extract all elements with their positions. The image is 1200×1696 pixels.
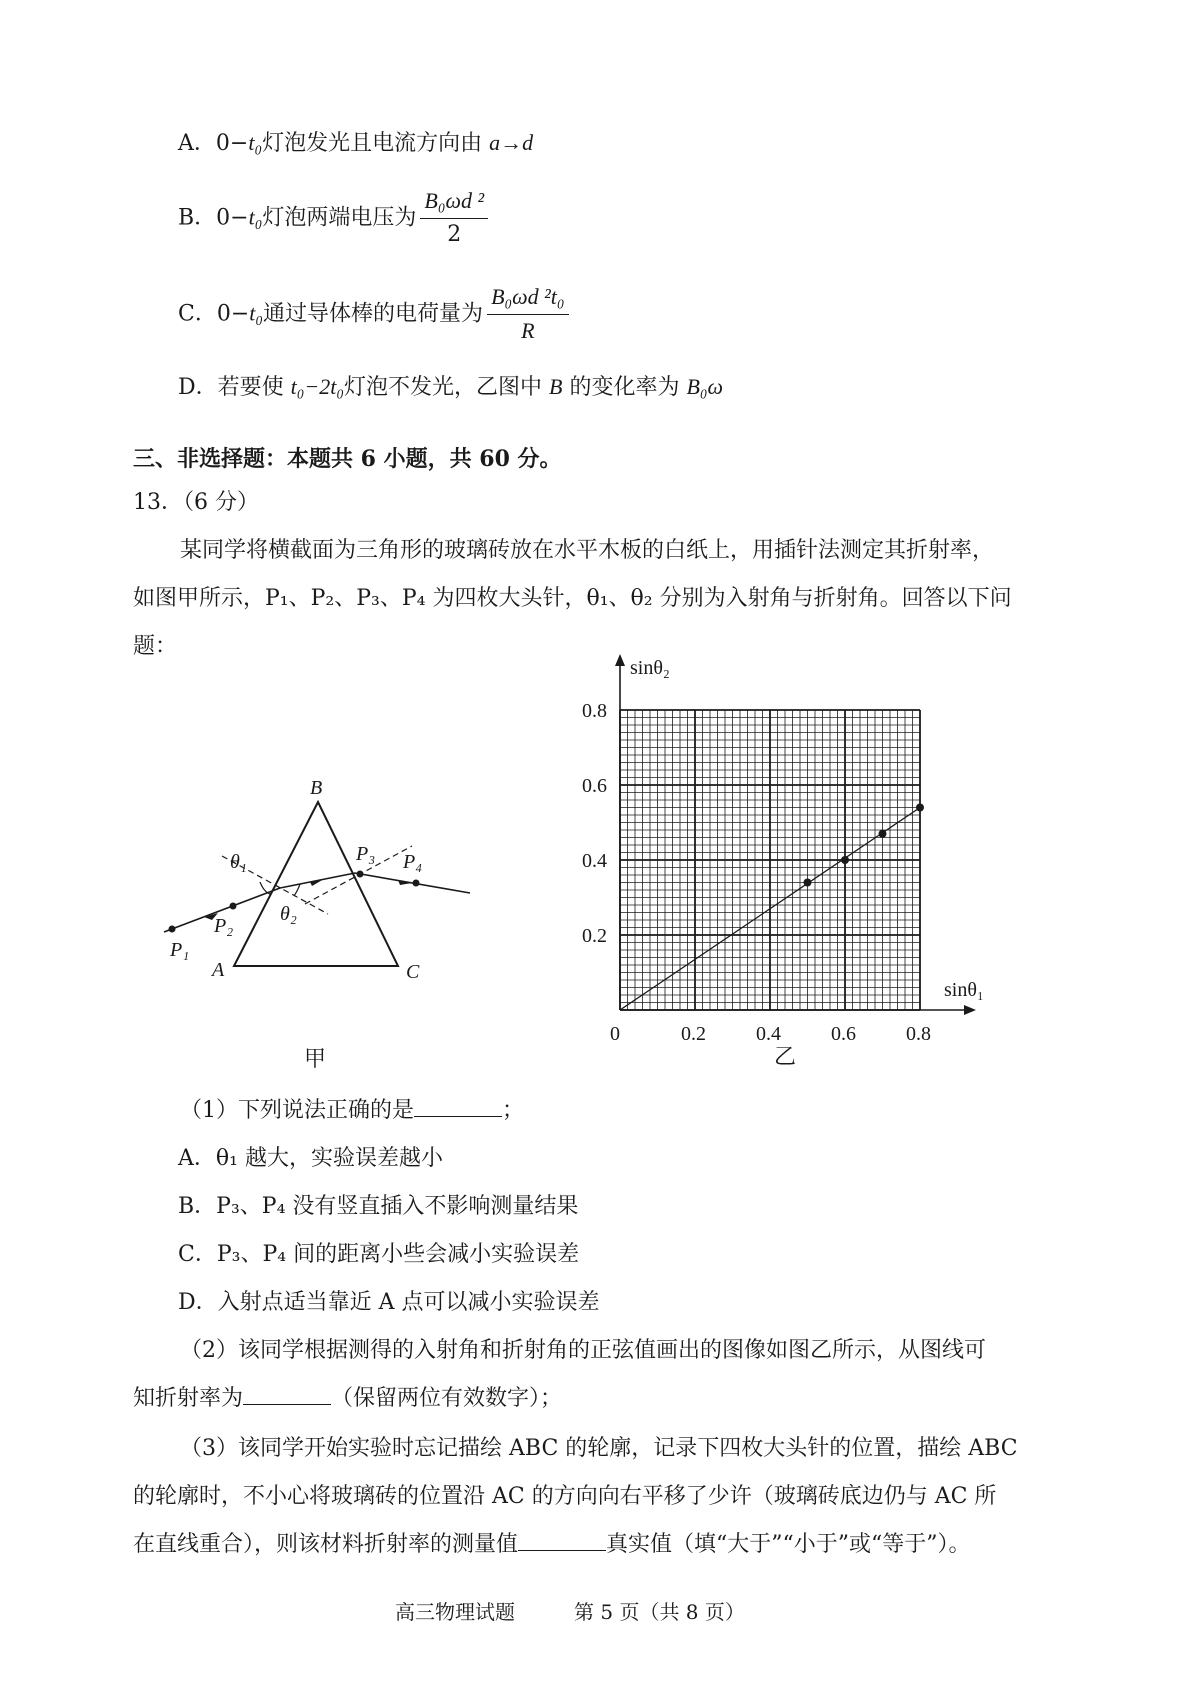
chart [560,657,1000,1045]
pin-p3-label: P₃ [356,843,376,865]
figure-yi-caption: 乙 [774,1045,797,1070]
question-stem: 某同学将横截面为三角形的玻璃砖放在水平木板的白纸上，用插针法测定其折射率， [180,538,995,563]
footer-page: 第 5 页（共 8 页） [574,1600,745,1624]
y-tick-label: 0.6 [582,775,607,797]
option-c: C．0−t₀通过导体棒的电荷量为 $\frac{\text{B₀ωd ²t₀}}{R}$ [178,282,569,347]
fraction: $\frac{\text{B₀ωd ²}}{2}$ [420,186,488,251]
footer-subject: 高三物理试题 [395,1600,515,1624]
pin-p4-label: P₄ [403,851,423,873]
question-number: 13．（6 分） [133,490,259,515]
y-tick-label: 0.2 [582,925,607,947]
data-point [804,879,812,887]
prism-triangle [234,802,398,966]
x-tick-label: 0.6 [831,1023,856,1045]
part-3: （3）该同学开始实验时忘记描绘 ABC 的轮廓，记录下四枚大头针的位置，描绘 ABC [180,1436,1018,1461]
data-point [916,804,924,812]
pin-p2 [230,903,237,910]
part1-option-c: C．P₃、P₄ 间的距离小些会减小实验误差 [178,1242,580,1267]
answer-blank [518,1530,606,1551]
pin-p4 [413,880,420,887]
chart-grid [620,710,920,1010]
part1-option-d: D．入射点适当靠近 A 点可以减小实验误差 [178,1290,600,1315]
vertex-a-label: A [212,959,225,981]
x-tick-label: 0 [610,1023,620,1045]
pin-p1 [169,926,176,933]
x-axis-label: sinθ₁ [944,979,984,1001]
x-axis-arrow [964,1005,976,1015]
option-a: A．0−t₀灯泡发光且电流方向由 a→d [178,130,534,156]
pin-p1-label: P₁ [170,939,190,961]
part1-option-b: B．P₃、P₄ 没有竖直插入不影响测量结果 [178,1194,579,1219]
y-tick-label: 0.4 [582,850,607,872]
figure-jia-caption: 甲 [304,1047,327,1072]
part-2-cont: 知折射率为 （保留两位有效数字）； [133,1386,563,1411]
part1-option-a: A．θ₁ 越大，实验误差越小 [178,1146,443,1171]
y-tick-label: 0.8 [582,700,607,722]
pin-p2-label: P₂ [214,915,234,937]
section-title: 三、非选择题：本题共 6 小题，共 60 分。 [133,446,562,472]
theta1-label: θ₁ [230,851,247,873]
part-3-cont: 在直线重合），则该材料折射率的测量值 真实值（填“大于”“小于”或“等于”）。 [133,1532,971,1557]
data-point [879,830,887,838]
data-point [841,856,849,864]
question-stem: 如图甲所示，P₁、P₂、P₃、P₄ 为四枚大头针，θ₁、θ₂ 分别为入射角与折射角。回答以下问 [133,586,1012,611]
option-d: D．若要使 t₀−2t₀灯泡不发光，乙图中 B 的变化率为 B₀ω [178,374,724,400]
x-tick-label: 0.8 [906,1023,931,1045]
part-2: （2）该同学根据测得的入射角和折射角的正弦值画出的图像如图乙所示，从图线可 [180,1338,986,1363]
option-b: B．0−t₀灯泡两端电压为 $\frac{\text{B₀ωd ²}}{2}$ [178,186,488,251]
x-tick-label: 0.2 [681,1023,706,1045]
answer-blank [414,1096,502,1117]
part-3-cont: 的轮廓时，不小心将玻璃砖的位置沿 AC 的方向向右平移了少许（玻璃砖底边仍与 AC 所 [133,1484,997,1509]
vertex-b-label: B [310,777,323,799]
part-1: （1）下列说法正确的是 ； [180,1098,525,1123]
y-axis-arrow [615,654,625,666]
fraction: $\frac{\text{B₀ωd ²t₀}}{R}$ [487,282,568,347]
x-tick-label: 0.4 [756,1023,781,1045]
question-stem: 题： [133,634,178,659]
theta2-label: θ₂ [280,903,297,925]
pin-p3 [357,871,364,878]
vertex-c-label: C [406,961,420,983]
answer-blank [243,1384,331,1405]
y-axis-label: sinθ₂ [630,657,670,679]
prism-diagram [160,760,490,983]
